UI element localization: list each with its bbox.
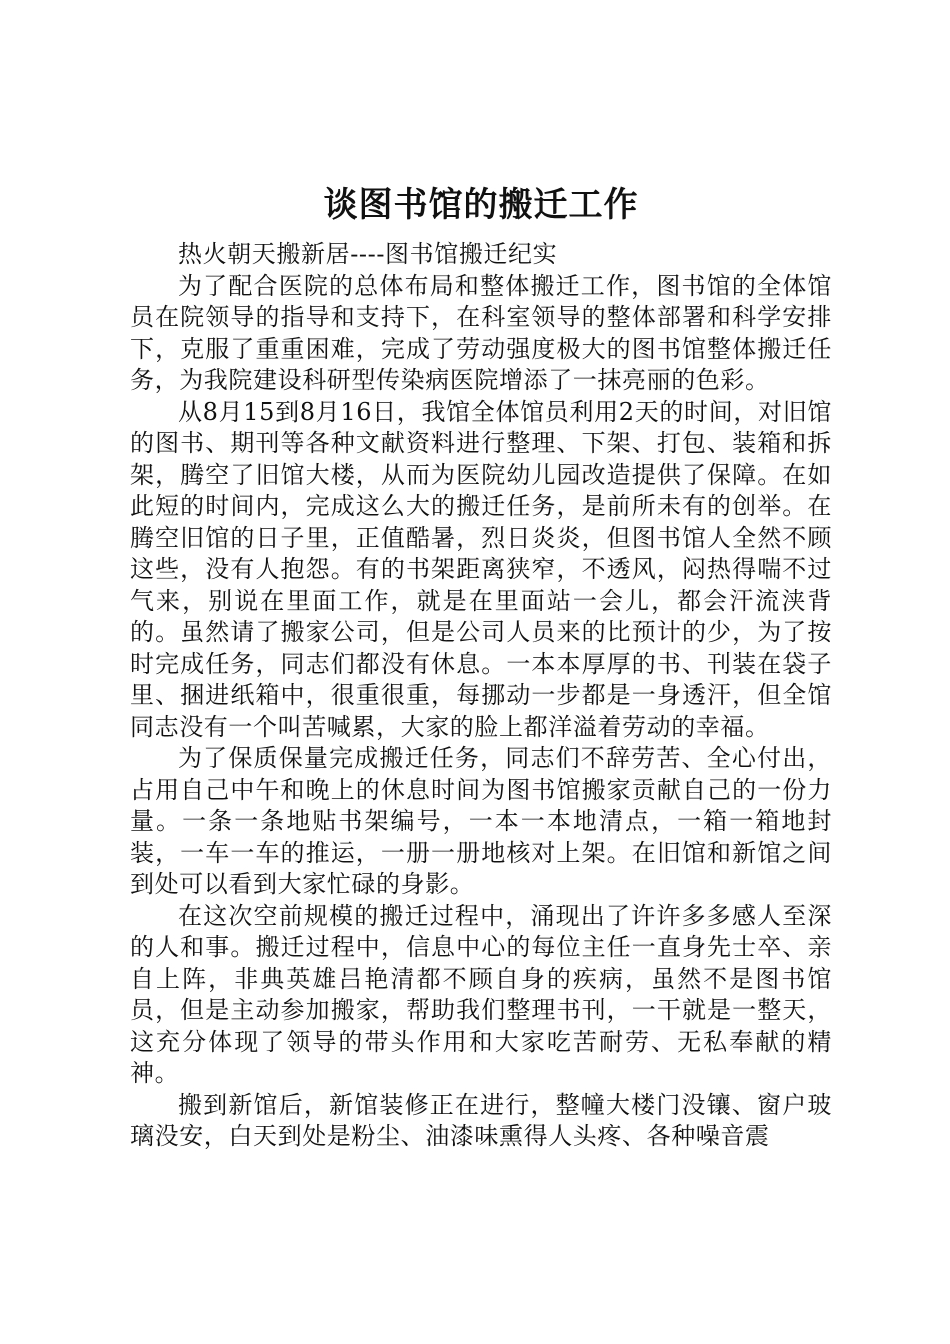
paragraph: 为了保质保量完成搬迁任务，同志们不辞劳苦、全心付出，占用自己中午和晚上的休息时间为图书馆搬家贡献自己的一份力量。一条一条地贴书架编号，一本一本地清点，一箱一箱地封装，一车一车的推运，一册一册地核对上架。在旧馆和新馆之间到处可以看到大家忙碌的身影。 [130,744,832,898]
document-body [130,239,832,1153]
document-title: 谈图书馆的搬迁工作 [323,185,639,225]
paragraph: 在这次空前规模的搬迁过程中，涌现出了许许多多感人至深的人和事。搬迁过程中，信息中心的每位主任一直身先士卒、亲自上阵，非典英雄吕艳清都不顾自身的疾病，虽然不是图书馆员，但是主动参加搬家，帮助我们整理书刊，一干就是一整天，这充分体现了领导的带头作用和大家吃苦耐劳、无私奉献的精神。 [130,901,832,1087]
paragraph: 搬到新馆后，新馆装修正在进行，整幢大楼门没镶、窗户玻璃没安，白天到处是粉尘、油漆味熏得人头疼、各种噪音震 [130,1090,832,1150]
paragraph: 从8月15到8月16日，我馆全体馆员利用2天的时间，对旧馆的图书、期刊等各种文献资料进行整理、下架、打包、装箱和拆架，腾空了旧馆大楼，从而为医院幼儿园改造提供了保障。在如此短的时间内，完成这么大的搬迁任务，是前所未有的创举。在腾空旧馆的日子里，正值酷暑，烈日炎炎，但图书馆人全然不顾这些，没有人抱怨。有的书架距离狭窄，不透风，闷热得喘不过气来，别说在里面工作，就是在里面站一会儿，都会汗流浃背的。虽然请了搬家公司，但是公司人员来的比预计的少，为了按时完成任务，同志们都没有休息。一本本厚厚的书、刊装在袋子里、捆进纸箱中，很重很重，每挪动一步都是一身透汗，但全馆同志没有一个叫苦喊累，大家的脸上都洋溢着劳动的幸福。 [130,397,832,741]
document-subtitle: 热火朝天搬新居----图书馆搬迁纪实 [178,240,558,268]
paragraph: 为了配合医院的总体布局和整体搬迁工作，图书馆的全体馆员在院领导的指导和支持下，在科室领导的整体部署和科学安排下，克服了重重困难，完成了劳动强度极大的图书馆整体搬迁任务，为我院建设科研型传染病医院增添了一抹亮丽的色彩。 [130,271,832,394]
